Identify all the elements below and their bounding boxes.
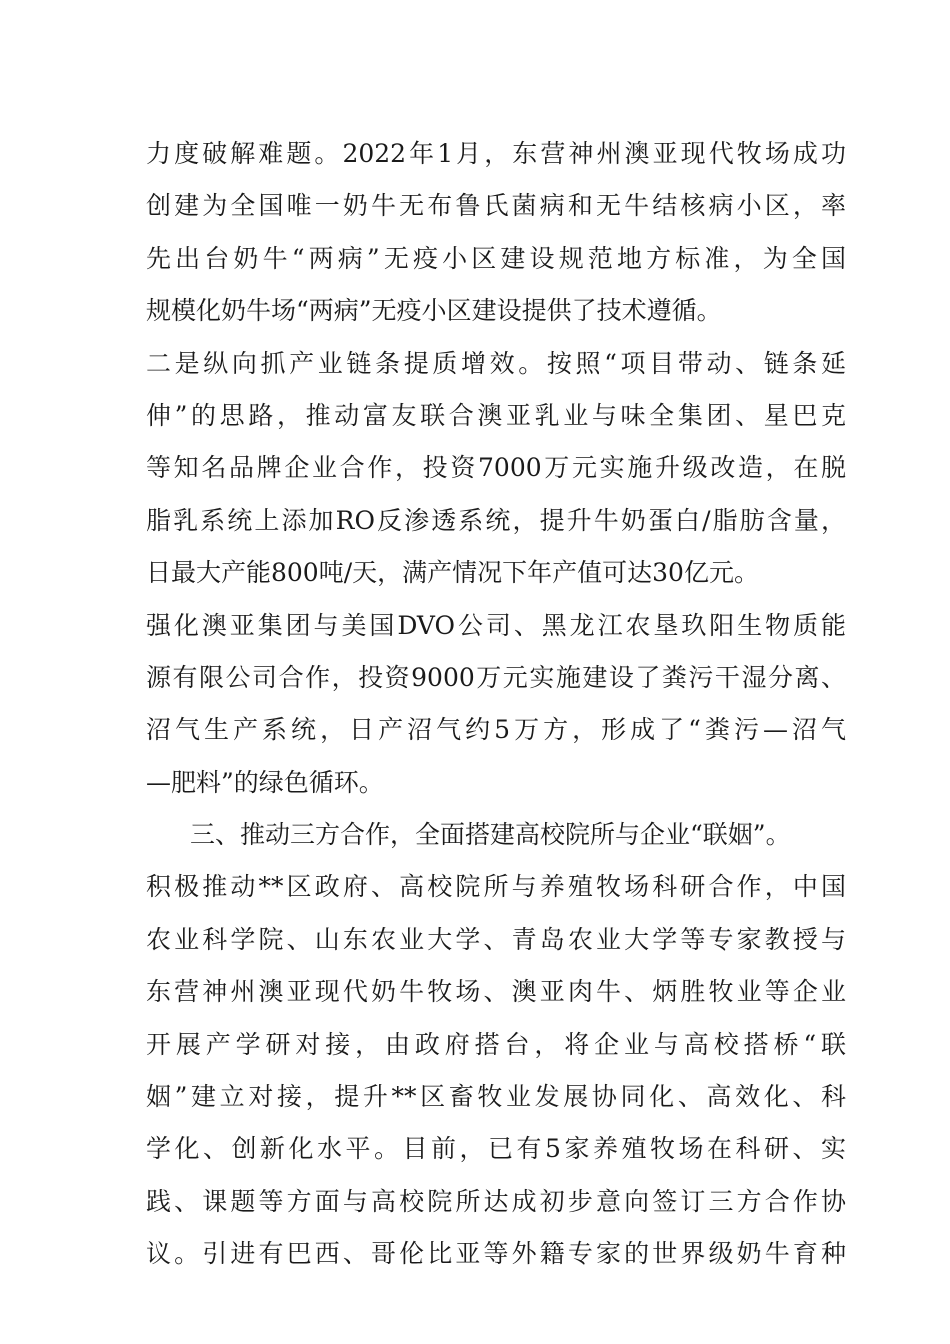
text-line: 积极推动**区政府、高校院所与养殖牧场科研合作，中国 — [146, 872, 846, 902]
text-line: 等知名品牌企业合作，投资7000万元实施升级改造，在脱 — [146, 453, 846, 483]
text-line: 议。引进有巴西、哥伦比亚等外籍专家的世界级奶牛育种 — [146, 1239, 846, 1269]
text-line: 学化、创新化水平。目前，已有5家养殖牧场在科研、实 — [146, 1134, 846, 1164]
text-line: 日最大产能800吨/天，满产情况下年产值可达30亿元。 — [146, 558, 759, 588]
text-line: 农业科学院、山东农业大学、青岛农业大学等专家教授与 — [146, 924, 846, 954]
text-line: 规模化奶牛场“两病”无疫小区建设提供了技术遵循。 — [146, 296, 722, 326]
text-line: 伸”的思路，推动富友联合澳亚乳业与味全集团、星巴克 — [146, 400, 846, 430]
text-line: 姻”建立对接，提升**区畜牧业发展协同化、高效化、科 — [146, 1082, 846, 1112]
document-body — [146, 128, 846, 1281]
text-line: 脂乳系统上添加RO反渗透系统，提升牛奶蛋白/脂肪含量， — [146, 505, 846, 535]
text-line: 源有限公司合作，投资9000万元实施建设了粪污干湿分离、 — [146, 662, 846, 692]
text-line: 创建为全国唯一奶牛无布鲁氏菌病和无牛结核病小区，率 — [146, 191, 846, 221]
text-line: 力度破解难题。2022年1月，东营神州澳亚现代牧场成功 — [146, 139, 846, 168]
text-line: 沼气生产系统，日产沼气约5万方，形成了“粪污—沼气 — [146, 715, 846, 745]
text-line: 强化澳亚集团与美国DVO公司、黑龙江农垦玖阳生物质能 — [146, 610, 846, 640]
text-line: —肥料”的绿色循环。 — [146, 767, 384, 797]
text-line: 二是纵向抓产业链条提质增效。按照“项目带动、链条延 — [146, 348, 846, 378]
text-line: 践、课题等方面与高校院所达成初步意向签订三方合作协 — [146, 1186, 846, 1216]
text-line: 先出台奶牛“两病”无疫小区建设规范地方标准，为全国 — [146, 243, 846, 273]
section-heading-line: 三、推动三方合作，全面搭建高校院所与企业“联姻”。 — [190, 820, 791, 850]
text-line: 开展产学研对接，由政府搭台，将企业与高校搭桥“联 — [146, 1029, 846, 1059]
text-line: 东营神州澳亚现代奶牛牧场、澳亚肉牛、炳胜牧业等企业 — [146, 977, 846, 1007]
